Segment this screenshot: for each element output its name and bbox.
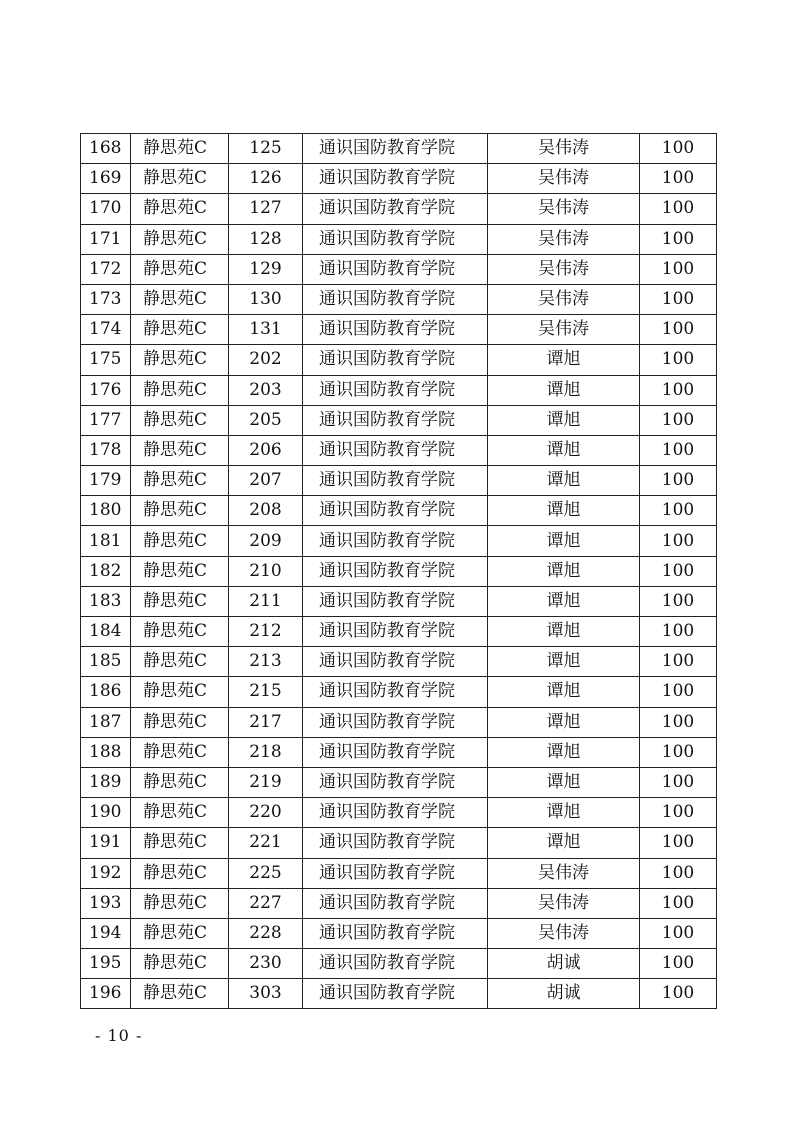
score-cell: 100 [640,254,717,284]
counselor-cell: 吴伟涛 [488,254,640,284]
row-number-cell: 191 [81,828,131,858]
table-row [81,858,717,888]
college-cell: 通识国防教育学院 [303,345,488,375]
counselor-cell: 吴伟涛 [488,224,640,254]
building-cell: 静思苑C [131,134,229,164]
building-cell: 静思苑C [131,828,229,858]
score-cell: 100 [640,345,717,375]
college-cell: 通识国防教育学院 [303,707,488,737]
row-number-cell: 186 [81,677,131,707]
room-number-cell: 128 [229,224,303,254]
college-cell: 通识国防教育学院 [303,466,488,496]
score-cell: 100 [640,134,717,164]
counselor-cell: 谭旭 [488,405,640,435]
score-cell: 100 [640,224,717,254]
room-number-cell: 228 [229,918,303,948]
building-cell: 静思苑C [131,466,229,496]
building-cell: 静思苑C [131,677,229,707]
counselor-cell: 吴伟涛 [488,858,640,888]
row-number-cell: 171 [81,224,131,254]
page-number: - 10 - [95,1026,143,1045]
row-number-cell: 177 [81,405,131,435]
building-cell: 静思苑C [131,586,229,616]
row-number-cell: 168 [81,134,131,164]
score-cell: 100 [640,677,717,707]
college-cell: 通识国防教育学院 [303,617,488,647]
room-number-cell: 219 [229,767,303,797]
counselor-cell: 谭旭 [488,767,640,797]
table-row [81,707,717,737]
building-cell: 静思苑C [131,435,229,465]
building-cell: 静思苑C [131,164,229,194]
building-cell: 静思苑C [131,798,229,828]
score-cell: 100 [640,828,717,858]
room-number-cell: 202 [229,345,303,375]
row-number-cell: 182 [81,556,131,586]
building-cell: 静思苑C [131,767,229,797]
building-cell: 静思苑C [131,647,229,677]
score-cell: 100 [640,737,717,767]
room-number-cell: 217 [229,707,303,737]
college-cell: 通识国防教育学院 [303,375,488,405]
building-cell: 静思苑C [131,979,229,1009]
room-number-cell: 127 [229,194,303,224]
college-cell: 通识国防教育学院 [303,224,488,254]
building-cell: 静思苑C [131,284,229,314]
table-row [81,466,717,496]
college-cell: 通识国防教育学院 [303,586,488,616]
counselor-cell: 吴伟涛 [488,918,640,948]
counselor-cell: 谭旭 [488,798,640,828]
score-cell: 100 [640,767,717,797]
score-cell: 100 [640,405,717,435]
counselor-cell: 谭旭 [488,496,640,526]
score-cell: 100 [640,375,717,405]
row-number-cell: 170 [81,194,131,224]
row-number-cell: 178 [81,435,131,465]
table-row [81,617,717,647]
building-cell: 静思苑C [131,858,229,888]
row-number-cell: 194 [81,918,131,948]
room-number-cell: 211 [229,586,303,616]
row-number-cell: 184 [81,617,131,647]
college-cell: 通识国防教育学院 [303,315,488,345]
row-number-cell: 192 [81,858,131,888]
counselor-cell: 吴伟涛 [488,315,640,345]
roster-table-body [81,134,717,1009]
college-cell: 通识国防教育学院 [303,828,488,858]
college-cell: 通识国防教育学院 [303,798,488,828]
score-cell: 100 [640,496,717,526]
counselor-cell: 胡诚 [488,949,640,979]
counselor-cell: 谭旭 [488,375,640,405]
college-cell: 通识国防教育学院 [303,405,488,435]
college-cell: 通识国防教育学院 [303,737,488,767]
row-number-cell: 189 [81,767,131,797]
college-cell: 通识国防教育学院 [303,496,488,526]
room-number-cell: 125 [229,134,303,164]
score-cell: 100 [640,617,717,647]
counselor-cell: 谭旭 [488,647,640,677]
counselor-cell: 胡诚 [488,979,640,1009]
score-cell: 100 [640,918,717,948]
counselor-cell: 吴伟涛 [488,888,640,918]
building-cell: 静思苑C [131,707,229,737]
room-number-cell: 215 [229,677,303,707]
building-cell: 静思苑C [131,737,229,767]
room-number-cell: 131 [229,315,303,345]
score-cell: 100 [640,526,717,556]
counselor-cell: 谭旭 [488,345,640,375]
dormitory-roster-table [80,133,717,1009]
counselor-cell: 谭旭 [488,435,640,465]
row-number-cell: 195 [81,949,131,979]
building-cell: 静思苑C [131,345,229,375]
college-cell: 通识国防教育学院 [303,134,488,164]
score-cell: 100 [640,194,717,224]
counselor-cell: 谭旭 [488,707,640,737]
counselor-cell: 谭旭 [488,677,640,707]
counselor-cell: 吴伟涛 [488,194,640,224]
building-cell: 静思苑C [131,617,229,647]
row-number-cell: 180 [81,496,131,526]
counselor-cell: 吴伟涛 [488,164,640,194]
room-number-cell: 126 [229,164,303,194]
room-number-cell: 206 [229,435,303,465]
row-number-cell: 179 [81,466,131,496]
room-number-cell: 230 [229,949,303,979]
room-number-cell: 303 [229,979,303,1009]
row-number-cell: 174 [81,315,131,345]
score-cell: 100 [640,435,717,465]
college-cell: 通识国防教育学院 [303,677,488,707]
row-number-cell: 173 [81,284,131,314]
building-cell: 静思苑C [131,375,229,405]
table-row [81,164,717,194]
table-row [81,194,717,224]
table-row [81,345,717,375]
row-number-cell: 181 [81,526,131,556]
room-number-cell: 129 [229,254,303,284]
table-row [81,677,717,707]
table-row [81,526,717,556]
building-cell: 静思苑C [131,556,229,586]
counselor-cell: 谭旭 [488,828,640,858]
room-number-cell: 130 [229,284,303,314]
score-cell: 100 [640,707,717,737]
table-row [81,586,717,616]
room-number-cell: 205 [229,405,303,435]
college-cell: 通识国防教育学院 [303,284,488,314]
college-cell: 通识国防教育学院 [303,888,488,918]
counselor-cell: 吴伟涛 [488,134,640,164]
table-row [81,949,717,979]
counselor-cell: 谭旭 [488,586,640,616]
row-number-cell: 190 [81,798,131,828]
room-number-cell: 209 [229,526,303,556]
counselor-cell: 谭旭 [488,617,640,647]
counselor-cell: 谭旭 [488,526,640,556]
table-row [81,798,717,828]
table-row [81,737,717,767]
room-number-cell: 208 [229,496,303,526]
building-cell: 静思苑C [131,405,229,435]
room-number-cell: 221 [229,828,303,858]
table-row [81,435,717,465]
college-cell: 通识国防教育学院 [303,918,488,948]
table-row [81,767,717,797]
score-cell: 100 [640,164,717,194]
score-cell: 100 [640,466,717,496]
counselor-cell: 谭旭 [488,556,640,586]
room-number-cell: 207 [229,466,303,496]
building-cell: 静思苑C [131,918,229,948]
score-cell: 100 [640,586,717,616]
table-row [81,556,717,586]
table-row [81,979,717,1009]
room-number-cell: 210 [229,556,303,586]
room-number-cell: 213 [229,647,303,677]
building-cell: 静思苑C [131,949,229,979]
building-cell: 静思苑C [131,526,229,556]
score-cell: 100 [640,949,717,979]
building-cell: 静思苑C [131,224,229,254]
score-cell: 100 [640,798,717,828]
table-row [81,254,717,284]
counselor-cell: 谭旭 [488,466,640,496]
table-row [81,496,717,526]
table-row [81,828,717,858]
row-number-cell: 172 [81,254,131,284]
college-cell: 通识国防教育学院 [303,647,488,677]
table-row [81,918,717,948]
building-cell: 静思苑C [131,254,229,284]
table-row [81,888,717,918]
college-cell: 通识国防教育学院 [303,526,488,556]
building-cell: 静思苑C [131,194,229,224]
building-cell: 静思苑C [131,888,229,918]
table-row [81,315,717,345]
row-number-cell: 193 [81,888,131,918]
row-number-cell: 169 [81,164,131,194]
room-number-cell: 218 [229,737,303,767]
college-cell: 通识国防教育学院 [303,164,488,194]
table-row [81,134,717,164]
building-cell: 静思苑C [131,496,229,526]
table-row [81,284,717,314]
counselor-cell: 吴伟涛 [488,284,640,314]
score-cell: 100 [640,647,717,677]
row-number-cell: 196 [81,979,131,1009]
row-number-cell: 183 [81,586,131,616]
college-cell: 通识国防教育学院 [303,949,488,979]
row-number-cell: 175 [81,345,131,375]
room-number-cell: 203 [229,375,303,405]
room-number-cell: 227 [229,888,303,918]
college-cell: 通识国防教育学院 [303,194,488,224]
row-number-cell: 187 [81,707,131,737]
college-cell: 通识国防教育学院 [303,254,488,284]
college-cell: 通识国防教育学院 [303,767,488,797]
college-cell: 通识国防教育学院 [303,435,488,465]
row-number-cell: 185 [81,647,131,677]
score-cell: 100 [640,315,717,345]
table-row [81,224,717,254]
college-cell: 通识国防教育学院 [303,556,488,586]
college-cell: 通识国防教育学院 [303,858,488,888]
row-number-cell: 188 [81,737,131,767]
college-cell: 通识国防教育学院 [303,979,488,1009]
counselor-cell: 谭旭 [488,737,640,767]
row-number-cell: 176 [81,375,131,405]
room-number-cell: 212 [229,617,303,647]
score-cell: 100 [640,888,717,918]
score-cell: 100 [640,858,717,888]
score-cell: 100 [640,556,717,586]
building-cell: 静思苑C [131,315,229,345]
room-number-cell: 220 [229,798,303,828]
room-number-cell: 225 [229,858,303,888]
table-row [81,405,717,435]
score-cell: 100 [640,979,717,1009]
table-row [81,375,717,405]
table-row [81,647,717,677]
score-cell: 100 [640,284,717,314]
